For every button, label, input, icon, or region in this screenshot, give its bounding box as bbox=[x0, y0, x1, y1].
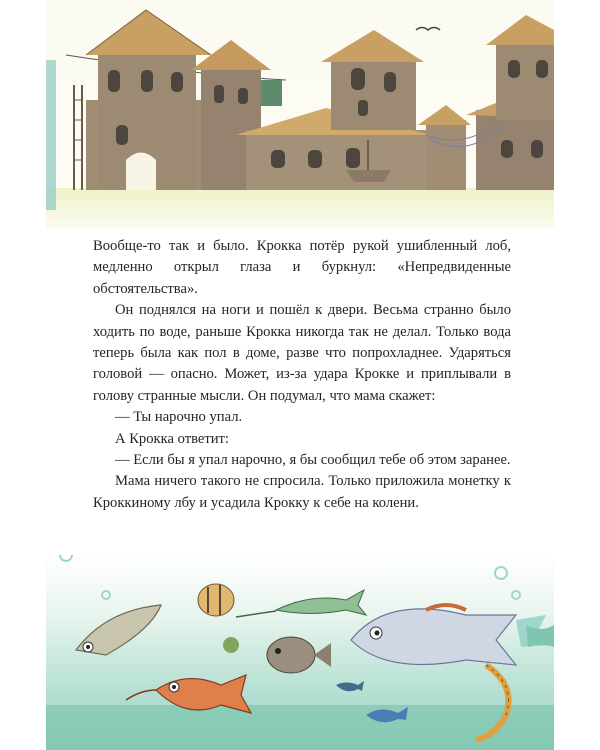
dialogue-line: — Ты нарочно упал. bbox=[115, 409, 243, 426]
paragraph: А Крокка ответит: bbox=[115, 430, 229, 447]
village-illustration bbox=[46, 0, 554, 228]
paragraph: Мама ничего такого не спросила. Только приложила монетку к Кроккиному лбу и усадила Крокку к себе на колени. bbox=[93, 473, 511, 511]
story-text bbox=[93, 236, 511, 514]
dialogue-line: — Если бы я упал нарочно, я бы сообщил тебе об этом заранее. bbox=[115, 452, 511, 469]
paragraph: Он поднялся на ноги и пошёл к двери. Весьма странно было ходить по воде, раньше Крокка никогда так не делал. Только вода теперь была как пол в доме, разве что попрохладнее. Ударяться головой — опасно. Может, из-за удара Крокке и приплывали в голову странные мысли. Он подумал, что мама скажет: bbox=[93, 302, 511, 404]
underwater-illustration bbox=[46, 555, 554, 750]
paragraph: Вообще-то так и было. Крокка потёр рукой ушибленный лоб, медленно открыл глаза и буркнул: «Непредвиденные обстоятельства». bbox=[93, 238, 511, 297]
